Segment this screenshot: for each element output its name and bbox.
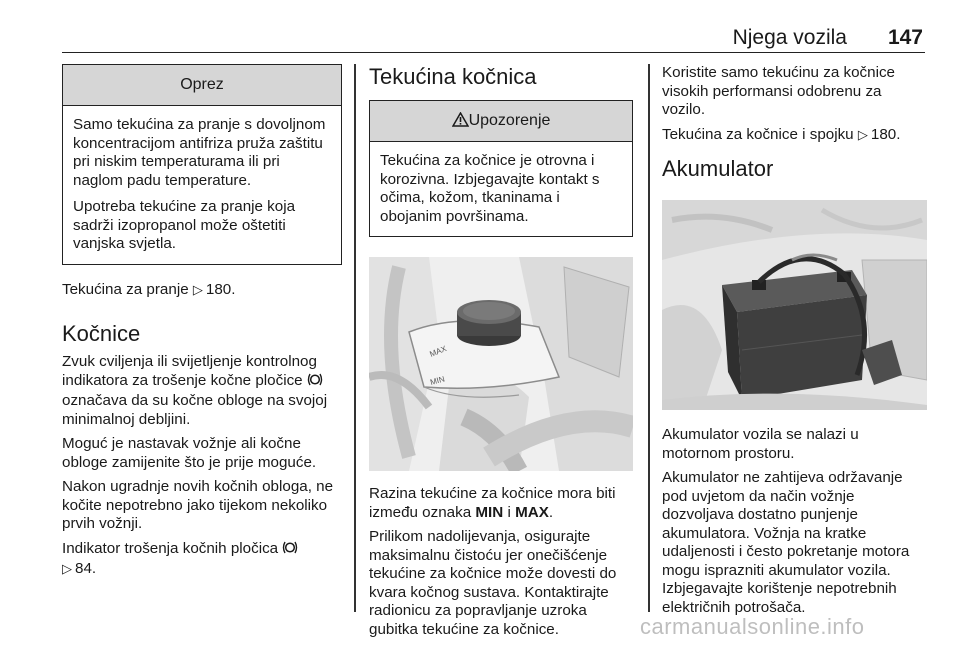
column-divider	[354, 64, 356, 612]
brakes-paragraph-4	[62, 540, 342, 579]
brake-fluid-level-text: Razina tekućine za kočnice mora biti između oznaka	[369, 485, 616, 521]
min-mark-label: MIN	[429, 374, 446, 387]
warning-heading: Upozorenje	[468, 112, 551, 129]
watermark: carmanualsonline.info	[640, 614, 865, 639]
min-label: MIN	[475, 503, 504, 521]
caution-heading: Oprez	[63, 65, 341, 106]
brakes-paragraph-1-end: označava da su kočne obloge na svojoj minimalnoj debljini.	[62, 392, 328, 428]
caution-body	[63, 106, 341, 264]
max-label: MAX	[515, 503, 549, 521]
section-title: Njega vozila	[732, 26, 847, 49]
brake-fluid-refill-paragraph: Prilikom nadolijevanja, osigurajte maksimalnu čistoću jer onečišćenje tekućine za kočnice može dovesti do kvara kočnog sustava. Kontaktirajte radionicu za popravljanje uzroka gubitka tekućine za kočnice.	[369, 528, 617, 638]
caution-paragraph-2: Upotreba tekućine za pranje koja sadrži izopropanol može oštetiti vanjska svjetla.	[73, 198, 296, 252]
column-left	[62, 64, 342, 585]
brakes-paragraph-2: Moguć je nastavak vožnje ali kočne obloge zamijenite što je prije moguće.	[62, 435, 317, 471]
brake-fluid-reference-page[interactable]: 180.	[870, 125, 901, 143]
battery-image	[662, 200, 927, 410]
washer-fluid-reference	[62, 281, 342, 300]
brake-fluid-approval-paragraph: Koristite samo tekućinu za kočnice visokih performansi odobrenu za vozilo.	[662, 64, 895, 118]
column-divider	[648, 64, 650, 612]
brake-pad-wear-indicator-icon	[282, 540, 298, 561]
brakes-paragraph-3: Nakon ugradnje novih kočnih obloga, ne kočite nepotrebno jako tijekom nekoliko prvih vožnji.	[62, 478, 334, 532]
max-mark-label: MAX	[428, 344, 448, 359]
caution-paragraph-1: Samo tekućina za pranje s dovoljnom koncentracijom antifriza pruža zaštitu pri niskim temperaturama ili pri naglom padu temperature.	[73, 116, 326, 189]
brake-fluid-reference-text: Tekućina za kočnice i spojku	[662, 125, 854, 143]
brakes-paragraph-1	[62, 353, 342, 429]
warning-triangle-icon	[452, 103, 469, 143]
column-right	[662, 64, 927, 623]
brakes-paragraph-1-start: Zvuk cviljenja ili svijetljenje kontrolnog indikatora za trošenje kočne pločice	[62, 353, 317, 389]
page-reference-icon: ▷	[192, 281, 203, 297]
and-text: i	[507, 503, 511, 521]
battery-maintenance-paragraph: Akumulator ne zahtijeva održavanje pod uvjetom da način vožnje dozvoljava dostatno punjenje akumulatora. Vožnja na kratke udaljenosti i često pokretanje motora mogu isprazniti akumulator vozila. Izbjegavajte korištenje nepotrebnih električnih potrošača.	[662, 469, 910, 616]
page-reference-icon: ▷	[62, 561, 72, 576]
washer-fluid-reference-page[interactable]: 180.	[205, 280, 236, 298]
warning-box	[369, 100, 633, 237]
level-text-end: .	[548, 503, 554, 521]
brake-fluid-level-paragraph	[369, 485, 633, 522]
brakes-heading: Kočnice	[62, 321, 141, 346]
brake-fluid-heading: Tekućina kočnica	[369, 64, 537, 89]
page-reference-icon: ▷	[857, 126, 868, 142]
page-number: 147	[887, 26, 923, 49]
washer-fluid-reference-text: Tekućina za pranje	[62, 280, 189, 298]
brake-wear-indicator-text: Indikator trošenja kočnih pločica	[62, 539, 279, 557]
battery-heading: Akumulator	[662, 156, 774, 181]
warning-header	[370, 101, 632, 142]
page-header	[62, 22, 925, 53]
column-middle	[369, 64, 633, 645]
battery-location-paragraph: Akumulator vozila se nalazi u motornom prostoru.	[662, 426, 859, 462]
brake-pad-wear-indicator-icon	[307, 372, 323, 393]
warning-body	[370, 142, 632, 236]
brake-fluid-reference	[662, 126, 927, 145]
brake-wear-indicator-page[interactable]: 84.	[75, 560, 97, 577]
brake-fluid-reservoir-image	[369, 257, 633, 471]
warning-text: Tekućina za kočnice je otrovna i korozivna. Izbjegavajte kontakt s očima, kožom, tkaninama i obojanim površinama.	[380, 152, 600, 225]
caution-box	[62, 64, 342, 265]
